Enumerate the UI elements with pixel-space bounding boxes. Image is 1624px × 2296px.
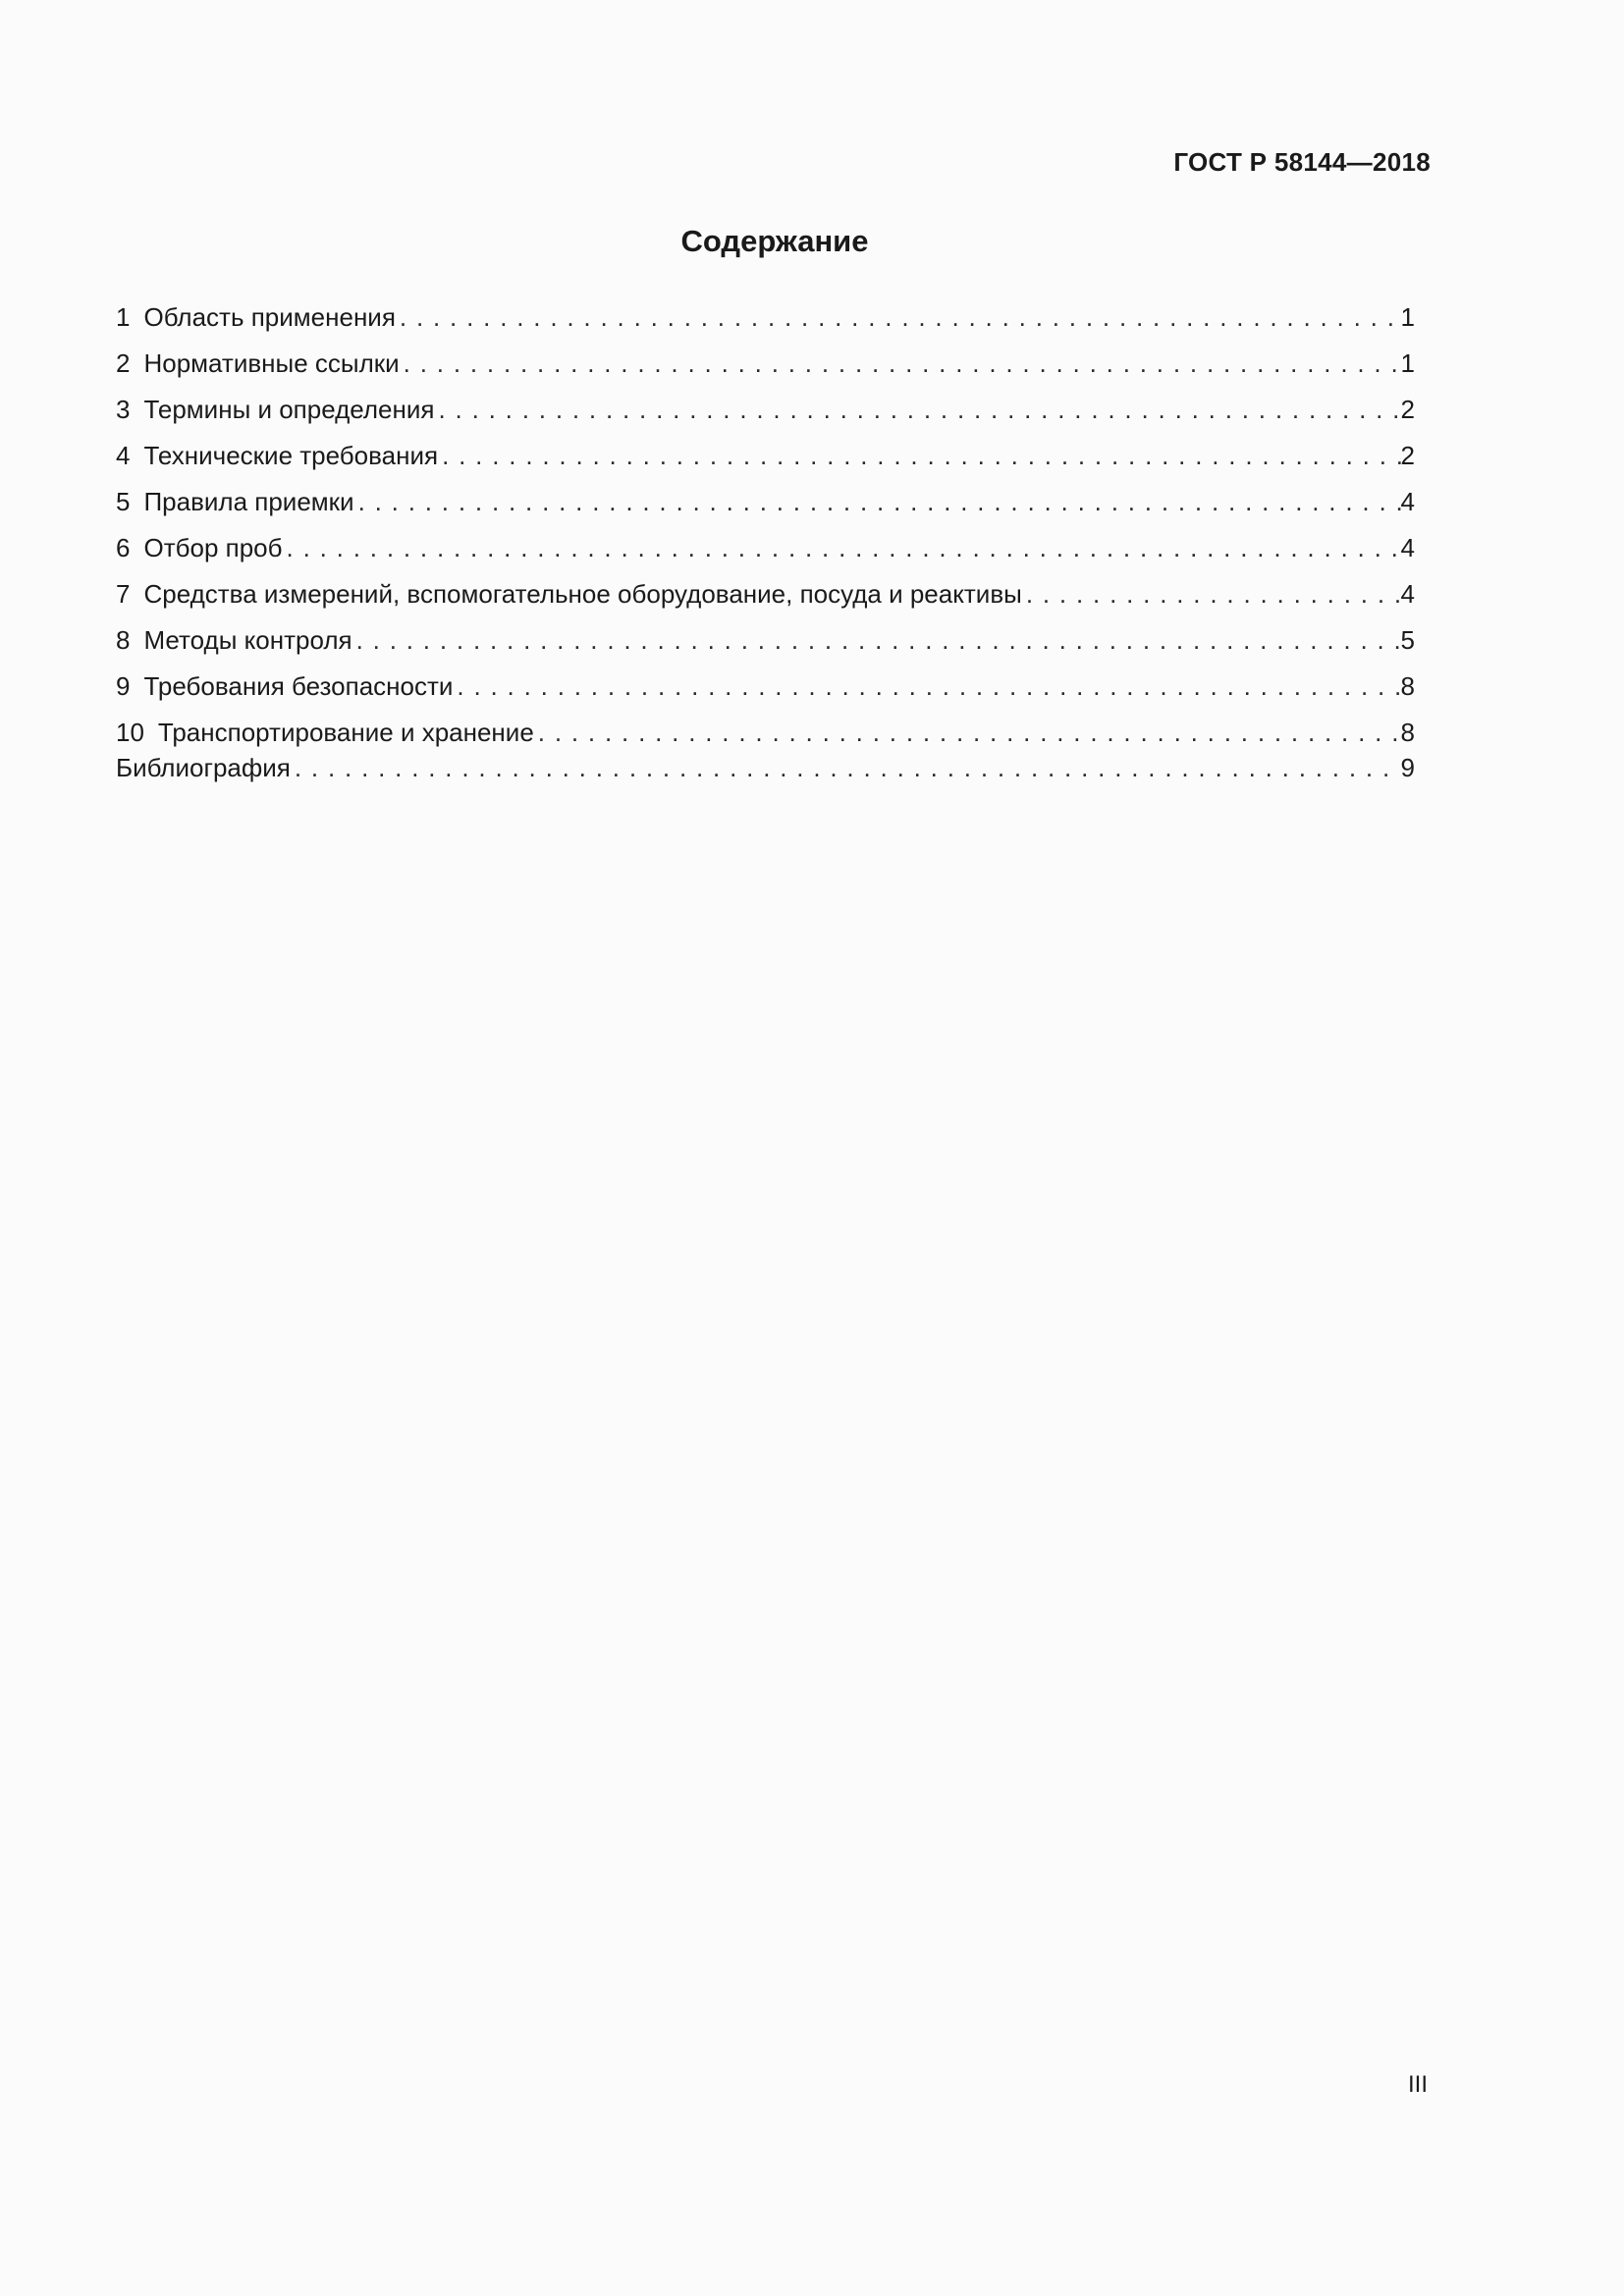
- dot-leader: [291, 750, 1401, 785]
- toc-entry-5[interactable]: [116, 479, 1415, 525]
- toc-entry-number: 6: [116, 533, 131, 562]
- toc-entry-label: Транспортирование и хранение: [157, 718, 534, 747]
- toc-entry-page: 4: [1400, 533, 1415, 562]
- toc-entry-4[interactable]: [116, 433, 1415, 479]
- dot-leader: [438, 433, 1400, 479]
- toc-entry-9[interactable]: [116, 664, 1415, 710]
- toc-entry-bibliography[interactable]: [116, 750, 1415, 785]
- toc-entry-label: Методы контроля: [143, 625, 352, 655]
- toc-entry-number: 8: [116, 625, 131, 655]
- toc-title: Содержание: [680, 224, 869, 258]
- dot-leader: [453, 664, 1400, 710]
- toc-entry-label: Требования безопасности: [143, 671, 454, 701]
- toc-entry-number: 7: [116, 579, 131, 609]
- toc-entry-label: Отбор проб: [143, 533, 283, 562]
- dot-leader: [396, 294, 1401, 341]
- document-code: ГОСТ Р 58144—2018: [1173, 147, 1431, 177]
- toc-entry-3[interactable]: [116, 387, 1415, 433]
- toc-entry-2[interactable]: [116, 341, 1415, 387]
- toc-entry-page: 8: [1400, 671, 1415, 701]
- toc-entry-8[interactable]: [116, 617, 1415, 664]
- page-number: III: [1407, 2071, 1428, 2098]
- dot-leader: [434, 387, 1400, 433]
- dot-leader: [283, 525, 1401, 571]
- toc-entry-page: 8: [1400, 718, 1415, 747]
- toc-entry-label: Библиография: [116, 753, 291, 782]
- toc-entry-number: 1: [116, 302, 131, 332]
- dot-leader: [354, 479, 1401, 525]
- toc-entry-1[interactable]: [116, 294, 1415, 341]
- toc-entry-label: Нормативные ссылки: [143, 348, 400, 378]
- toc-entry-page: 2: [1400, 441, 1415, 470]
- toc-entry-number: 3: [116, 395, 131, 424]
- toc-entry-number: 9: [116, 671, 131, 701]
- toc-entry-page: 9: [1400, 753, 1415, 782]
- dot-leader: [1022, 571, 1401, 617]
- toc-entry-label: Технические требования: [143, 441, 439, 470]
- toc-entry-number: 5: [116, 487, 131, 516]
- dot-leader: [352, 617, 1401, 664]
- toc-entry-number: 2: [116, 348, 131, 378]
- toc-entry-page: 5: [1400, 625, 1415, 655]
- toc-entry-label: Средства измерений, вспомогательное оборудование, посуда и реактивы: [143, 579, 1022, 609]
- table-of-contents: [116, 294, 1415, 785]
- toc-entry-label: Правила приемки: [143, 487, 354, 516]
- toc-entry-7[interactable]: [116, 571, 1415, 617]
- toc-entry-page: 1: [1400, 348, 1415, 378]
- toc-entry-number: 10: [116, 718, 144, 747]
- toc-entry-page: 2: [1400, 395, 1415, 424]
- toc-entry-number: 4: [116, 441, 131, 470]
- toc-entry-10[interactable]: [116, 710, 1415, 756]
- toc-entry-page: 4: [1400, 487, 1415, 516]
- toc-entry-page: 1: [1400, 302, 1415, 332]
- toc-entry-label: Область применения: [143, 302, 396, 332]
- toc-entry-label: Термины и определения: [143, 395, 435, 424]
- dot-leader: [534, 710, 1401, 756]
- dot-leader: [400, 341, 1401, 387]
- toc-entry-6[interactable]: [116, 525, 1415, 571]
- toc-entry-page: 4: [1400, 579, 1415, 609]
